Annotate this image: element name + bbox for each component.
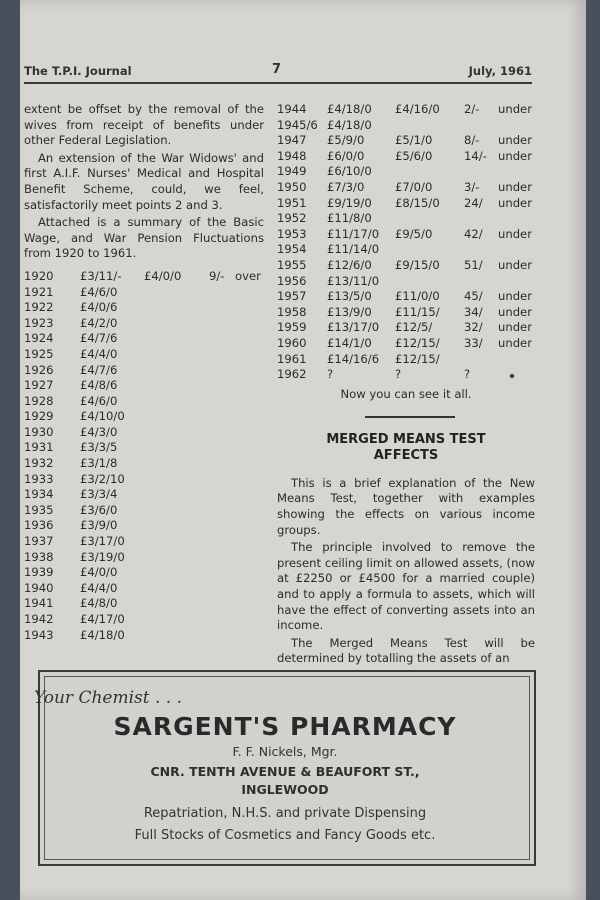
difference-cell: 2/- <box>464 102 480 116</box>
wage-cell: £5/9/0 <box>327 133 365 148</box>
ad-stock: Full Stocks of Cosmetics and Fancy Goods etc. <box>134 828 436 843</box>
wage-cell: £4/7/6 <box>80 331 118 346</box>
wage-cell: £4/6/0 <box>80 284 118 299</box>
difference-cell: 34/ <box>464 304 483 319</box>
wage-row <box>277 196 535 212</box>
note-cell: under <box>498 289 532 304</box>
year-cell: 1927 <box>24 378 54 393</box>
pension-cell: £5/1/0 <box>395 133 433 148</box>
wage-row <box>277 305 535 321</box>
wage-row <box>24 612 264 628</box>
year-cell: 1925 <box>24 346 54 361</box>
note-cell: under <box>498 148 532 163</box>
ink-dot <box>510 374 514 378</box>
wage-row <box>24 363 264 379</box>
year-cell: 1952 <box>277 211 307 226</box>
year-cell: 1940 <box>24 580 54 595</box>
pension-cell: £11/15/ <box>395 304 440 319</box>
left-paragraph-3: Attached is a summary of the Basic Wage, and War Pension Fluctuations from 1920 to 1961. <box>24 215 264 261</box>
year-cell: 1922 <box>24 300 54 315</box>
year-cell: 1926 <box>24 362 54 377</box>
pension-cell: ? <box>395 367 402 382</box>
year-cell: 1943 <box>24 627 54 642</box>
wage-row <box>24 487 264 503</box>
year-cell: 1950 <box>277 179 307 194</box>
year-cell: 1930 <box>24 424 54 439</box>
ad-services: Repatriation, N.H.S. and private Dispensing <box>143 806 427 821</box>
wage-row <box>24 285 264 301</box>
wage-cell: £3/9/0 <box>80 518 118 533</box>
year-cell: 1937 <box>24 534 54 549</box>
wage-row <box>24 518 264 534</box>
pension-cell: £4/16/0 <box>395 102 440 116</box>
wage-row <box>277 336 535 352</box>
journal-title: The T.P.I. Journal <box>24 64 132 78</box>
wage-cell: £4/18/0 <box>327 102 372 116</box>
wage-cell: £7/3/0 <box>327 179 365 194</box>
ad-pharmacy-name: SARGENT'S PHARMACY <box>113 712 457 741</box>
wage-row <box>277 227 535 243</box>
wage-row <box>24 550 264 566</box>
wage-row <box>24 331 264 347</box>
wage-cell: £12/6/0 <box>327 257 372 272</box>
wage-row <box>24 316 264 332</box>
note-cell: under <box>498 304 532 319</box>
year-cell: 1921 <box>24 284 54 299</box>
pension-cell: £12/15/ <box>395 335 440 350</box>
wage-cell: £3/3/4 <box>80 487 118 502</box>
wage-row <box>24 378 264 394</box>
wage-row <box>277 320 535 336</box>
year-cell: 1951 <box>277 195 307 210</box>
wage-cell: £4/4/0 <box>80 580 118 595</box>
wage-cell: £4/10/0 <box>80 409 125 424</box>
difference-cell: 24/ <box>464 195 483 210</box>
wage-row <box>24 456 264 472</box>
year-cell: 1933 <box>24 471 54 486</box>
wage-table-right <box>277 102 535 383</box>
wage-row <box>24 440 264 456</box>
page-number: 7 <box>272 62 282 77</box>
right-paragraph-2: The principle involved to remove the present ceiling limit on allowed assets, (now at £2250 or £4500 for a married couple) and to apply a formula to assets, which will have the effect of converting assets into an income. <box>277 540 535 633</box>
year-cell: 1961 <box>277 351 307 366</box>
wage-cell: £14/1/0 <box>327 335 372 350</box>
wage-cell: £4/2/0 <box>80 315 118 330</box>
wage-cell: £13/5/0 <box>327 289 372 304</box>
ad-address-line-1: CNR. TENTH AVENUE & BEAUFORT ST., <box>150 764 420 779</box>
wage-cell: £4/0/6 <box>80 300 118 315</box>
wage-row <box>277 164 535 180</box>
wage-row <box>24 425 264 441</box>
wage-row <box>24 347 264 363</box>
wage-cell: £4/0/0 <box>80 565 118 580</box>
year-cell: 1944 <box>277 102 307 116</box>
wage-cell: £14/16/6 <box>327 351 380 366</box>
now-line: Now you can see it all. <box>340 386 472 401</box>
note-cell: under <box>498 257 532 272</box>
note-cell: over <box>235 268 261 283</box>
year-cell: 1931 <box>24 440 54 455</box>
pension-cell: £12/5/ <box>395 320 433 335</box>
note-cell: under <box>498 102 532 116</box>
wage-row <box>277 149 535 165</box>
wage-cell: £4/17/0 <box>80 612 125 626</box>
ad-chemist-line: Your Chemist . . . <box>34 688 183 708</box>
year-cell: 1947 <box>277 133 307 148</box>
wage-cell: £4/8/0 <box>80 596 118 611</box>
wage-cell: £13/11/0 <box>327 273 380 288</box>
wage-row <box>277 211 535 227</box>
ad-manager: F. F. Nickels, Mgr. <box>232 744 338 759</box>
note-cell: under <box>498 335 532 350</box>
note-cell: under <box>498 195 532 210</box>
wage-row <box>24 409 264 425</box>
year-cell: 1936 <box>24 518 54 533</box>
wage-cell: £3/6/0 <box>80 502 118 517</box>
wage-cell: £4/3/0 <box>80 424 118 439</box>
wage-row <box>24 628 264 644</box>
year-cell: 1924 <box>24 331 54 346</box>
year-cell: 1939 <box>24 565 54 580</box>
year-cell: 1941 <box>24 596 54 611</box>
year-cell: 1954 <box>277 242 307 257</box>
wage-cell: £4/6/0 <box>80 393 118 408</box>
wage-row <box>24 269 264 285</box>
wage-row <box>277 367 535 383</box>
issue-date: July, 1961 <box>468 64 532 78</box>
pension-cell: £9/15/0 <box>395 257 440 272</box>
year-cell: 1948 <box>277 148 307 163</box>
difference-cell: 33/ <box>464 335 483 350</box>
year-cell: 1959 <box>277 320 307 335</box>
left-paragraph-1: extent be offset by the removal of the wives from receipt of benefits under other Federal Legislation. <box>24 102 264 148</box>
year-cell: 1956 <box>277 273 307 288</box>
note-cell: under <box>498 179 532 194</box>
year-cell: 1949 <box>277 164 307 179</box>
year-cell: 1938 <box>24 549 54 564</box>
wage-row <box>277 274 535 290</box>
year-cell: 1928 <box>24 393 54 408</box>
year-cell: 1932 <box>24 456 54 471</box>
wage-cell: £3/19/0 <box>80 549 125 564</box>
right-paragraph-3: The Merged Means Test will be determined by totalling the assets of an <box>277 635 535 666</box>
left-column <box>24 102 264 643</box>
right-paragraph-1: This is a brief explanation of the New Means Test, together with examples showing the effects on various income groups. <box>277 475 535 537</box>
section-title-line-1: MERGED MEANS TEST <box>326 431 486 447</box>
difference-cell: 9/- <box>209 268 225 283</box>
difference-cell: 51/ <box>464 257 483 272</box>
pension-cell: £7/0/0 <box>395 179 433 194</box>
difference-cell: 14/- <box>464 148 487 163</box>
wage-cell: £3/17/0 <box>80 534 125 549</box>
year-cell: 1962 <box>277 367 307 382</box>
right-column <box>277 102 535 667</box>
difference-cell: 8/- <box>464 133 480 148</box>
pension-cell: £8/15/0 <box>395 195 440 210</box>
pension-cell: £9/5/0 <box>395 226 433 241</box>
year-cell: 1923 <box>24 315 54 330</box>
wage-cell: £11/14/0 <box>327 242 380 257</box>
wage-row <box>24 394 264 410</box>
difference-cell: 3/- <box>464 179 480 194</box>
wage-row <box>277 352 535 368</box>
wage-row <box>277 242 535 258</box>
header-rule <box>24 82 532 84</box>
wage-cell: £4/4/0 <box>80 346 118 361</box>
note-cell: under <box>498 133 532 148</box>
difference-cell: ? <box>464 367 471 382</box>
wage-cell: £3/1/8 <box>80 456 118 471</box>
wage-cell: £6/0/0 <box>327 148 365 163</box>
wage-cell: £4/7/6 <box>80 362 118 377</box>
pension-cell: £12/15/ <box>395 351 440 366</box>
wage-cell: ? <box>327 367 334 382</box>
note-cell: under <box>498 320 532 335</box>
difference-cell: 32/ <box>464 320 483 335</box>
year-cell: 1958 <box>277 304 307 319</box>
year-cell: 1945/6 <box>277 117 318 132</box>
wage-row <box>24 565 264 581</box>
wage-cell: £4/18/0 <box>80 627 125 642</box>
section-title-line-2: AFFECTS <box>373 447 439 463</box>
year-cell: 1955 <box>277 257 307 272</box>
year-cell: 1957 <box>277 289 307 304</box>
note-cell: under <box>498 226 532 241</box>
year-cell: 1934 <box>24 487 54 502</box>
wage-row <box>277 258 535 274</box>
wage-row <box>277 180 535 196</box>
year-cell: 1920 <box>24 268 54 283</box>
wage-cell: £3/3/5 <box>80 440 118 455</box>
wage-cell: £13/17/0 <box>327 320 380 335</box>
wage-row <box>24 472 264 488</box>
year-cell: 1935 <box>24 502 54 517</box>
wage-cell: £13/9/0 <box>327 304 372 319</box>
section-title <box>277 432 535 464</box>
wage-cell: £11/17/0 <box>327 226 380 241</box>
wage-row <box>24 300 264 316</box>
year-cell: 1929 <box>24 409 54 424</box>
wage-cell: £6/10/0 <box>327 164 372 179</box>
wage-row <box>24 503 264 519</box>
year-cell: 1942 <box>24 612 54 626</box>
difference-cell: 45/ <box>464 289 483 304</box>
wage-cell: £4/18/0 <box>327 117 372 132</box>
wage-row <box>24 534 264 550</box>
year-cell: 1953 <box>277 226 307 241</box>
page-header <box>24 64 532 84</box>
pension-cell: £5/6/0 <box>395 148 433 163</box>
year-cell: 1960 <box>277 335 307 350</box>
wage-table-left <box>24 269 264 643</box>
wage-row <box>24 596 264 612</box>
wage-cell: £9/19/0 <box>327 195 372 210</box>
wage-cell: £3/2/10 <box>80 471 125 486</box>
ad-address-line-2: INGLEWOOD <box>241 782 329 797</box>
wage-cell: £3/11/- <box>80 268 122 283</box>
wage-row <box>277 102 535 118</box>
pension-cell: £4/0/0 <box>144 268 182 283</box>
wage-row <box>277 118 535 134</box>
difference-cell: 42/ <box>464 226 483 241</box>
wage-row <box>277 133 535 149</box>
wage-row <box>277 289 535 305</box>
pension-cell: £11/0/0 <box>395 289 440 304</box>
wage-row <box>24 581 264 597</box>
wage-cell: £4/8/6 <box>80 378 118 393</box>
section-divider <box>365 416 455 418</box>
left-paragraph-2: An extension of the War Widows' and first A.I.F. Nurses' Medical and Hospital Benefit Scheme, could, we feel, satisfactorily meet points 2 and 3. <box>24 150 264 212</box>
wage-cell: £11/8/0 <box>327 211 372 226</box>
